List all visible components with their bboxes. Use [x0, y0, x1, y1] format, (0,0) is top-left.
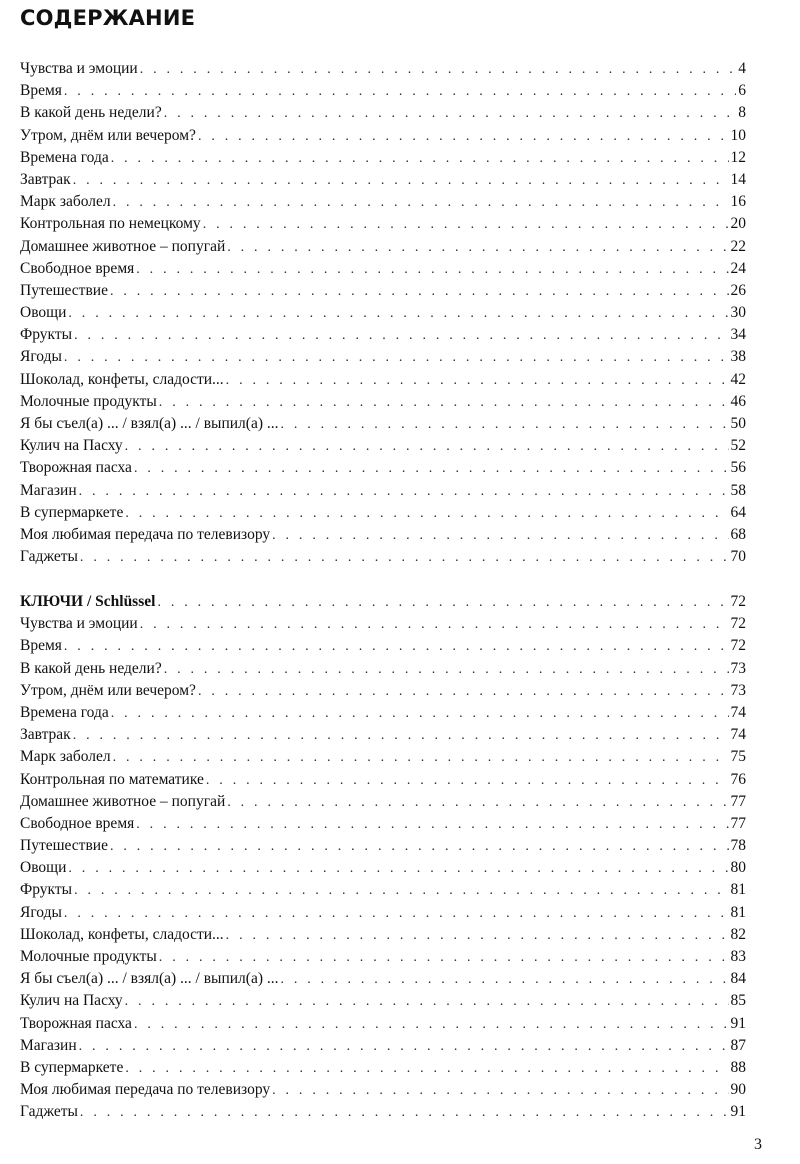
keys-entry[interactable]	[20, 746, 746, 768]
dot-leader	[79, 481, 729, 503]
contents-list	[20, 58, 746, 568]
entry-label: Шоколад, конфеты, сладости...	[20, 370, 224, 388]
dot-leader	[125, 1058, 728, 1080]
entry-label: Кулич на Пасху	[20, 992, 123, 1010]
entry-page-number: 78	[730, 837, 746, 855]
dot-leader	[74, 325, 728, 347]
entry-page-number: 64	[730, 503, 746, 521]
keys-entry[interactable]	[20, 724, 746, 746]
keys-entry[interactable]	[20, 613, 746, 635]
dot-leader	[64, 903, 729, 925]
entry-page-number: 81	[730, 903, 746, 921]
toc-entry[interactable]	[20, 546, 746, 568]
entry-label: Шоколад, конфеты, сладости...	[20, 925, 224, 943]
entry-page-number: 50	[730, 415, 746, 432]
entry-page-number: 72	[730, 637, 746, 655]
keys-entry[interactable]	[20, 879, 746, 901]
dot-leader	[64, 636, 729, 658]
entry-page-number: 22	[730, 237, 746, 255]
toc-entry[interactable]	[20, 369, 746, 391]
dot-leader	[227, 792, 728, 814]
entry-label: Завтрак	[20, 726, 71, 744]
entry-page-number: 91	[730, 1014, 746, 1032]
keys-entry[interactable]	[20, 1035, 746, 1057]
entry-page-number: 74	[730, 726, 746, 744]
entry-label: Творожная пасха	[20, 459, 132, 477]
entry-label: В какой день недели?	[20, 659, 162, 677]
dot-leader	[73, 170, 729, 192]
dot-leader	[80, 547, 729, 569]
dot-leader	[159, 392, 729, 414]
dot-leader	[68, 303, 728, 325]
entry-label: Марк заболел	[20, 193, 111, 211]
entry-label: Я бы съел(а) ... / взял(а) ... / выпил(а) ...	[20, 970, 279, 988]
toc-entry[interactable]	[20, 413, 746, 435]
entry-page-number: 30	[730, 304, 746, 322]
toc-entry[interactable]	[20, 191, 746, 213]
entry-page-number: 74	[730, 703, 746, 721]
dot-leader	[110, 836, 729, 858]
toc-entry[interactable]	[20, 236, 746, 258]
dot-leader	[68, 858, 728, 880]
toc-entry[interactable]	[20, 147, 746, 169]
entry-label: Завтрак	[20, 170, 71, 188]
entry-label: Домашнее животное – попугай	[20, 792, 226, 810]
toc-entry[interactable]	[20, 58, 746, 80]
keys-entry[interactable]	[20, 1057, 746, 1079]
page-number: 3	[754, 1136, 762, 1153]
dot-leader	[125, 991, 729, 1013]
entry-page-number: 56	[730, 459, 746, 477]
entry-page-number: 8	[738, 104, 746, 122]
entry-page-number: 87	[730, 1036, 746, 1054]
dot-leader	[64, 347, 729, 369]
entry-page-number: 6	[738, 82, 746, 100]
dot-leader	[125, 503, 728, 525]
entry-page-number: 84	[730, 970, 746, 988]
entry-label: Чувства и эмоции	[20, 615, 138, 633]
dot-leader	[272, 525, 728, 547]
entry-label: Моя любимая передача по телевизору	[20, 525, 271, 543]
entry-label: Творожная пасха	[20, 1014, 132, 1032]
entry-label: Контрольная по немецкому	[20, 215, 201, 233]
entry-label: Утром, днём или вечером?	[20, 126, 196, 144]
toc-entry[interactable]	[20, 80, 746, 102]
entry-label: Свободное время	[20, 259, 135, 277]
entry-page-number: 88	[730, 1058, 746, 1076]
dot-leader	[157, 592, 728, 614]
entry-label: Овощи	[20, 859, 67, 877]
entry-label: Магазин	[20, 481, 77, 499]
entry-label: Кулич на Пасху	[20, 437, 123, 455]
entry-page-number: 34	[730, 326, 746, 344]
keys-entry[interactable]	[20, 635, 746, 657]
entry-page-number: 16	[730, 193, 746, 211]
dot-leader	[140, 59, 737, 81]
dot-leader	[280, 969, 728, 991]
entry-page-number: 76	[730, 770, 746, 788]
entry-page-number: 70	[730, 548, 746, 566]
toc-entry[interactable]	[20, 324, 746, 346]
entry-page-number: 91	[730, 1103, 746, 1121]
entry-label: Времена года	[20, 148, 109, 166]
dot-leader	[113, 192, 729, 214]
dot-leader	[203, 214, 729, 236]
entry-label: Путешествие	[20, 281, 108, 299]
entry-page-number: 12	[730, 148, 746, 166]
entry-label: Времена года	[20, 703, 109, 721]
entry-label: Марк заболел	[20, 748, 111, 766]
dot-leader	[136, 814, 728, 836]
dot-leader	[280, 414, 728, 436]
entry-label: Время	[20, 637, 62, 655]
dot-leader	[140, 614, 729, 636]
entry-page-number: 42	[730, 370, 746, 388]
entry-page-number: 73	[730, 681, 746, 699]
keys-entry[interactable]	[20, 990, 746, 1012]
entry-label: Время	[20, 82, 62, 100]
dot-leader	[227, 237, 728, 259]
keys-heading-label: КЛЮЧИ / Schlüssel	[20, 593, 156, 610]
entry-label: Молочные продукты	[20, 392, 157, 410]
keys-entry[interactable]	[20, 1079, 746, 1101]
keys-entry[interactable]	[20, 658, 746, 680]
entry-page-number: 77	[730, 814, 746, 832]
dot-leader	[111, 703, 729, 725]
entry-page-number: 73	[730, 659, 746, 677]
dot-leader	[134, 458, 729, 480]
entry-page-number: 46	[730, 392, 746, 410]
entry-label: Овощи	[20, 304, 67, 322]
keys-entry[interactable]	[20, 791, 746, 813]
dot-leader	[206, 770, 729, 792]
entry-label: Фрукты	[20, 326, 73, 344]
dot-leader	[125, 436, 729, 458]
entry-page-number: 81	[730, 881, 746, 899]
toc-entry[interactable]	[20, 125, 746, 147]
toc-entry[interactable]	[20, 258, 746, 280]
dot-leader	[226, 925, 729, 947]
entry-label: В супермаркете	[20, 503, 124, 521]
keys-entry[interactable]	[20, 946, 746, 968]
dot-leader	[73, 725, 729, 747]
entry-page-number: 26	[730, 281, 746, 299]
entry-page-number: 83	[730, 948, 746, 965]
keys-entry[interactable]	[20, 835, 746, 857]
entry-label: Ягоды	[20, 903, 62, 921]
toc-entry[interactable]	[20, 480, 746, 502]
entry-label: Фрукты	[20, 881, 73, 899]
entry-page-number: 10	[730, 126, 746, 144]
entry-page-number: 4	[738, 60, 746, 77]
dot-leader	[136, 259, 728, 281]
entry-label: Путешествие	[20, 837, 108, 855]
dot-leader	[80, 1102, 729, 1124]
keys-list	[20, 591, 746, 1124]
entry-label: Гаджеты	[20, 548, 78, 566]
keys-entry[interactable]	[20, 680, 746, 702]
toc-entry[interactable]	[20, 524, 746, 546]
entry-label: Ягоды	[20, 348, 62, 366]
entry-page-number: 85	[730, 992, 746, 1010]
entry-page-number: 90	[730, 1081, 746, 1099]
entry-page-number: 20	[730, 215, 746, 233]
keys-entry[interactable]	[20, 1101, 746, 1123]
toc-entry[interactable]	[20, 435, 746, 457]
keys-heading-page: 72	[730, 593, 746, 610]
dot-leader	[64, 81, 736, 103]
keys-entry[interactable]	[20, 769, 746, 791]
dot-leader	[159, 947, 729, 969]
entry-label: Я бы съел(а) ... / взял(а) ... / выпил(а) ...	[20, 415, 279, 432]
keys-entry[interactable]	[20, 968, 746, 990]
entry-page-number: 68	[730, 525, 746, 543]
keys-entry[interactable]	[20, 924, 746, 946]
toc-entry[interactable]	[20, 457, 746, 479]
keys-entry[interactable]	[20, 857, 746, 879]
keys-heading-row[interactable]	[20, 591, 746, 613]
toc-entry[interactable]	[20, 102, 746, 124]
entry-page-number: 38	[730, 348, 746, 366]
entry-label: Домашнее животное – попугай	[20, 237, 226, 255]
entry-label: Магазин	[20, 1036, 77, 1054]
entry-label: В супермаркете	[20, 1058, 124, 1076]
dot-leader	[134, 1014, 729, 1036]
toc-entry[interactable]	[20, 213, 746, 235]
keys-entry[interactable]	[20, 902, 746, 924]
dot-leader	[164, 103, 737, 125]
entry-page-number: 72	[730, 615, 746, 633]
entry-label: Свободное время	[20, 814, 135, 832]
dot-leader	[79, 1036, 729, 1058]
entry-label: Моя любимая передача по телевизору	[20, 1081, 271, 1099]
entry-page-number: 77	[730, 792, 746, 810]
entry-label: Молочные продукты	[20, 948, 157, 965]
entry-page-number: 52	[730, 437, 746, 455]
entry-page-number: 80	[730, 859, 746, 877]
entry-page-number: 75	[730, 748, 746, 766]
toc-entry[interactable]	[20, 502, 746, 524]
toc-entry[interactable]	[20, 280, 746, 302]
keys-entry[interactable]	[20, 702, 746, 724]
dot-leader	[113, 747, 729, 769]
keys-entry[interactable]	[20, 813, 746, 835]
entry-page-number: 14	[730, 170, 746, 188]
entry-page-number: 24	[730, 259, 746, 277]
dot-leader	[74, 880, 728, 902]
toc-entry[interactable]	[20, 346, 746, 368]
dot-leader	[198, 126, 729, 148]
toc-entry[interactable]	[20, 302, 746, 324]
entry-page-number: 82	[730, 925, 746, 943]
entry-page-number: 58	[730, 481, 746, 499]
dot-leader	[110, 281, 729, 303]
dot-leader	[164, 659, 729, 681]
dot-leader	[226, 370, 729, 392]
dot-leader	[198, 681, 729, 703]
entry-label: В какой день недели?	[20, 104, 162, 122]
dot-leader	[272, 1080, 728, 1102]
entry-label: Контрольная по математике	[20, 770, 204, 788]
keys-entry[interactable]	[20, 1013, 746, 1035]
dot-leader	[111, 148, 729, 170]
entry-label: Гаджеты	[20, 1103, 78, 1121]
entry-label: Чувства и эмоции	[20, 60, 138, 77]
entry-label: Утром, днём или вечером?	[20, 681, 196, 699]
page-title: СОДЕРЖАНИЕ	[20, 6, 196, 30]
toc-entry[interactable]	[20, 169, 746, 191]
toc-entry[interactable]	[20, 391, 746, 413]
